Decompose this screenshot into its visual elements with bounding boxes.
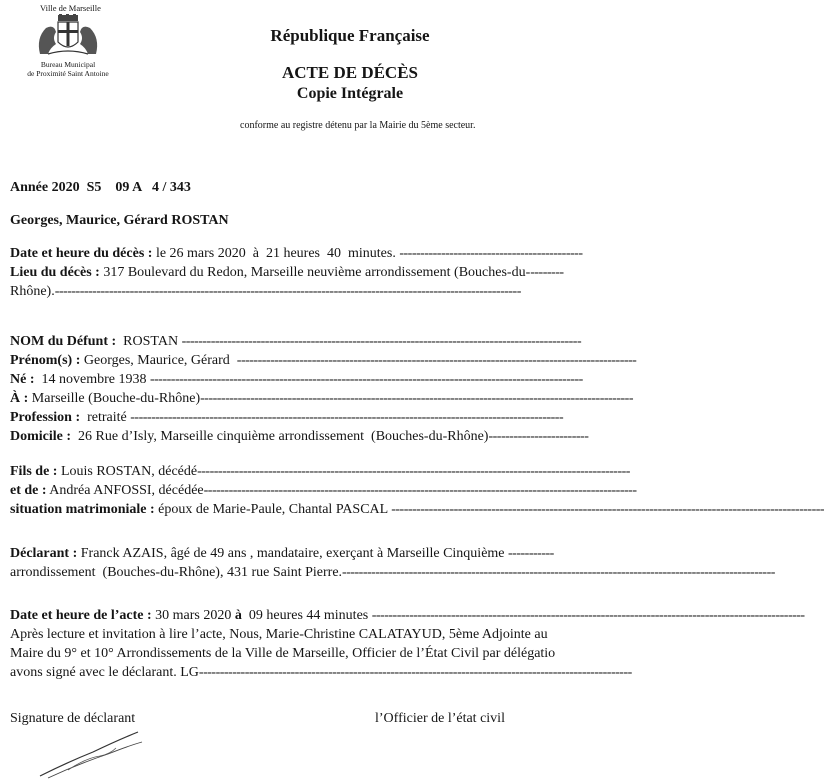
death-place-label: Lieu du décès :	[10, 265, 100, 280]
handwritten-signature-icon	[38, 728, 148, 780]
declarant-cont-line: arrondissement (Bouches-du-Rhône), 431 rue Saint Pierre.--------------------------------------------------------------------------------------------------------	[10, 565, 775, 580]
ne-value: 14 novembre 1938	[34, 372, 150, 387]
declarant-value: Franck AZAIS, âgé de 49 ans , mandataire, exerçant à Marseille Cinquième	[77, 546, 509, 561]
prenom-line: Prénom(s) : Georges, Maurice, Gérard ------------------------------------------------------------------------------------------------	[10, 353, 637, 368]
mother-value: Andréa ANFOSSI, décédée	[46, 483, 204, 498]
mother-label: et de :	[10, 483, 47, 498]
year-reference: Année 2020 S5 09 A 4 / 343	[10, 180, 191, 195]
mother-line: et de : Andréa ANFOSSI, décédée--------------------------------------------------------------------------------------------------------	[10, 483, 637, 498]
conformity-note: conforme au registre détenu par la Mairie du 5ème secteur.	[240, 120, 476, 131]
death-place-value-cont: Rhône).	[10, 284, 55, 299]
nom-value: ROSTAN	[116, 334, 182, 349]
act-date-a: à	[234, 608, 242, 623]
father-label: Fils de :	[10, 464, 58, 479]
death-date-value: le 26 mars 2020 à 21 heures 40 minutes.	[152, 246, 400, 261]
nom-label: NOM du Défunt :	[10, 334, 117, 349]
prenom-label: Prénom(s) :	[10, 353, 81, 368]
marseille-coat-of-arms-icon	[32, 14, 104, 58]
act-date-value: 30 mars 2020	[151, 608, 235, 623]
domicile-line: Domicile : 26 Rue d’Isly, Marseille cinquième arrondissement (Bouches-du-Rhône)------------------------	[10, 429, 589, 444]
document-subtitle: Copie Intégrale	[296, 85, 404, 102]
a-line: À : Marseille (Bouche-du-Rhône)--------------------------------------------------------------------------------------------------------	[10, 391, 633, 406]
profession-line: Profession : retraité --------------------------------------------------------------------------------------------------------	[10, 410, 564, 425]
death-place-cont-line: Rhône).----------------------------------------------------------------------------------------------------------------	[10, 284, 521, 299]
declarant-signature-label: Signature de déclarant	[10, 711, 136, 726]
death-date-label: Date et heure du décès :	[10, 246, 153, 261]
death-date-line: Date et heure du décès : le 26 mars 2020 à 21 heures 40 minutes. --------------------------------------------	[10, 246, 583, 261]
act-date-time: 09 heures 44 minutes	[241, 608, 372, 623]
office-line-1: Bureau Municipal	[40, 60, 96, 69]
prenom-value: Georges, Maurice, Gérard	[80, 353, 237, 368]
act-text-line-2: Maire du 9° et 10° Arrondissements de la Ville de Marseille, Officier de l’État Civil par délégatio	[10, 646, 556, 661]
marital-line: situation matrimoniale : époux de Marie-Paule, Chantal PASCAL --------------------------------------------------------------------------------------------------------	[10, 502, 824, 517]
death-place-value: 317 Boulevard du Redon, Marseille neuvième arrondissement (Bouches-du-	[99, 265, 531, 280]
marital-value: époux de Marie-Paule, Chantal PASCAL	[154, 502, 392, 517]
city-name: Ville de Marseille	[40, 3, 101, 13]
father-value: Louis ROSTAN, décédé	[57, 464, 198, 479]
ne-line: Né : 14 novembre 1938 --------------------------------------------------------------------------------------------------------	[10, 372, 583, 387]
a-value: Marseille (Bouche-du-Rhône)	[28, 391, 201, 406]
a-label: À :	[10, 391, 29, 406]
declarant-line: Déclarant : Franck AZAIS, âgé de 49 ans , mandataire, exerçant à Marseille Cinquième -----------	[10, 546, 554, 561]
ne-label: Né :	[10, 372, 35, 387]
domicile-label: Domicile :	[10, 429, 72, 444]
declarant-value-cont: arrondissement (Bouches-du-Rhône), 431 rue Saint Pierre.	[10, 565, 343, 580]
act-date-label: Date et heure de l’acte :	[10, 608, 152, 623]
act-text-line-3: avons signé avec le déclarant. LG--------------------------------------------------------------------------------------------------------	[10, 665, 632, 680]
domicile-value: 26 Rue d’Isly, Marseille cinquième arrondissement (Bouches-du-Rhône)	[71, 429, 489, 444]
act-date-line: Date et heure de l’acte : 30 mars 2020 à 09 heures 44 minutes --------------------------------------------------------------------------------------------------------	[10, 608, 805, 623]
profession-label: Profession :	[10, 410, 81, 425]
declarant-label: Déclarant :	[10, 546, 78, 561]
nom-line: NOM du Défunt : ROSTAN ------------------------------------------------------------------------------------------------	[10, 334, 582, 349]
marital-label: situation matrimoniale :	[10, 502, 155, 517]
office-line-2: de Proximité Saint Antoine	[27, 69, 109, 78]
death-place-line: Lieu du décès : 317 Boulevard du Redon, Marseille neuvième arrondissement (Bouches-du---------	[10, 265, 564, 280]
republic-title: République Française	[270, 26, 430, 45]
profession-value: retraité	[80, 410, 131, 425]
father-line: Fils de : Louis ROSTAN, décédé--------------------------------------------------------------------------------------------------------	[10, 464, 630, 479]
act-text-line-1: Après lecture et invitation à lire l’acte, Nous, Marie-Christine CALATAYUD, 5ème Adjointe au	[10, 627, 548, 642]
deceased-full-name: Georges, Maurice, Gérard ROSTAN	[10, 213, 229, 228]
document-title: ACTE DE DÉCÈS	[281, 63, 419, 82]
act-text-line-3-text: avons signé avec le déclarant. LG	[10, 665, 199, 680]
officer-signature-label: l’Officier de l’état civil	[375, 711, 505, 726]
